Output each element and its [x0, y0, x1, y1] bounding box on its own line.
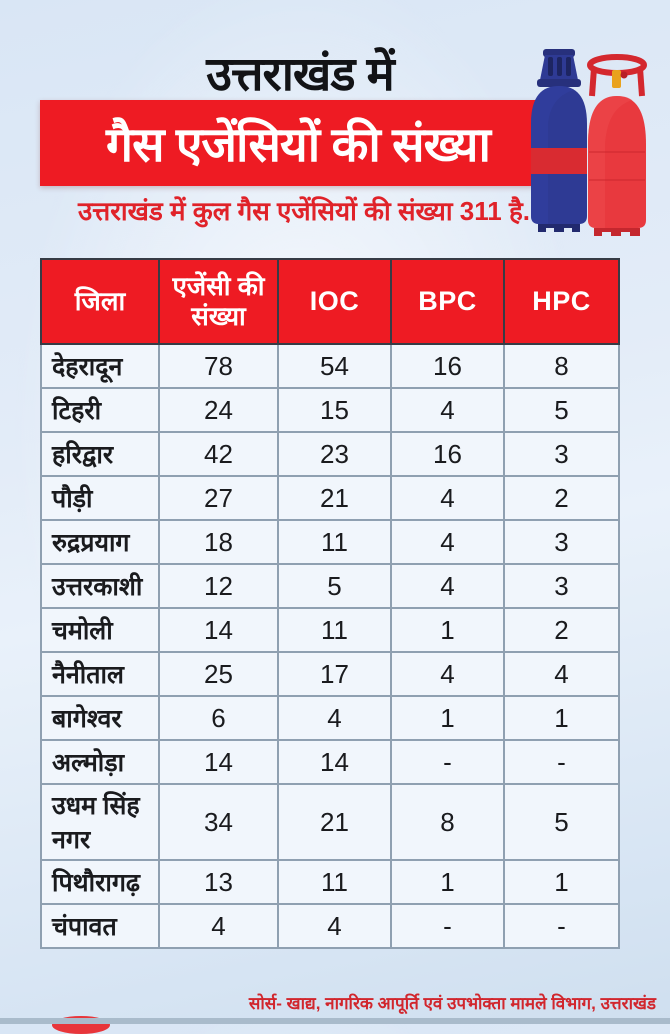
- value-cell: 4: [278, 696, 391, 740]
- table-row: [41, 432, 619, 476]
- value-cell: -: [391, 904, 504, 948]
- value-cell: 5: [504, 784, 619, 860]
- value-cell: 34: [159, 784, 278, 860]
- district-cell: पौड़ी: [41, 476, 159, 520]
- value-cell: 54: [278, 344, 391, 388]
- col-header-bpc: BPC: [391, 259, 504, 344]
- col-header-district: जिला: [41, 259, 159, 344]
- value-cell: 3: [504, 432, 619, 476]
- value-cell: 1: [504, 696, 619, 740]
- col-header-ioc: IOC: [278, 259, 391, 344]
- agency-table-body: [41, 344, 619, 948]
- value-cell: 5: [504, 388, 619, 432]
- district-cell: नैनीताल: [41, 652, 159, 696]
- value-cell: 12: [159, 564, 278, 608]
- table-row: [41, 696, 619, 740]
- district-cell: बागेश्वर: [41, 696, 159, 740]
- table-row: [41, 388, 619, 432]
- value-cell: 1: [504, 860, 619, 904]
- table-row: [41, 652, 619, 696]
- district-cell: पिथौरागढ़: [41, 860, 159, 904]
- district-cell: रुद्रप्रयाग: [41, 520, 159, 564]
- value-cell: 4: [391, 476, 504, 520]
- value-cell: 4: [159, 904, 278, 948]
- value-cell: 13: [159, 860, 278, 904]
- value-cell: 21: [278, 784, 391, 860]
- value-cell: 2: [504, 608, 619, 652]
- district-cell: अल्मोड़ा: [41, 740, 159, 784]
- value-cell: -: [391, 740, 504, 784]
- district-cell: उधम सिंह नगर: [41, 784, 159, 860]
- value-cell: 8: [391, 784, 504, 860]
- value-cell: 4: [391, 388, 504, 432]
- value-cell: 4: [391, 652, 504, 696]
- value-cell: 4: [504, 652, 619, 696]
- banner-heading-text: गैस एजेंसियों की संख्या: [106, 118, 490, 172]
- district-cell: चंपावत: [41, 904, 159, 948]
- value-cell: 11: [278, 520, 391, 564]
- value-cell: 11: [278, 860, 391, 904]
- value-cell: 1: [391, 860, 504, 904]
- value-cell: 24: [159, 388, 278, 432]
- agency-table: [40, 258, 618, 949]
- value-cell: 18: [159, 520, 278, 564]
- district-cell: टिहरी: [41, 388, 159, 432]
- district-cell: चमोली: [41, 608, 159, 652]
- value-cell: 17: [278, 652, 391, 696]
- table-row: [41, 740, 619, 784]
- bottom-edge-strip: [0, 1018, 670, 1024]
- value-cell: -: [504, 904, 619, 948]
- table-row: [41, 784, 619, 860]
- value-cell: 4: [391, 520, 504, 564]
- value-cell: -: [504, 740, 619, 784]
- value-cell: 1: [391, 608, 504, 652]
- value-cell: 4: [278, 904, 391, 948]
- value-cell: 15: [278, 388, 391, 432]
- district-cell: देहरादून: [41, 344, 159, 388]
- value-cell: 27: [159, 476, 278, 520]
- agency-table-header: [41, 259, 619, 344]
- page-title: उत्तराखंड में: [206, 47, 394, 100]
- banner-heading: [40, 100, 556, 186]
- value-cell: 25: [159, 652, 278, 696]
- value-cell: 3: [504, 564, 619, 608]
- table-row: [41, 520, 619, 564]
- value-cell: 16: [391, 432, 504, 476]
- value-cell: 3: [504, 520, 619, 564]
- value-cell: 23: [278, 432, 391, 476]
- value-cell: 14: [159, 608, 278, 652]
- value-cell: 5: [278, 564, 391, 608]
- value-cell: 2: [504, 476, 619, 520]
- table-row: [41, 476, 619, 520]
- table-row: [41, 860, 619, 904]
- value-cell: 21: [278, 476, 391, 520]
- col-header-agency-count: एजेंसी की संख्या: [159, 259, 278, 344]
- district-cell: उत्तरकाशी: [41, 564, 159, 608]
- value-cell: 16: [391, 344, 504, 388]
- agency-data-table: [40, 258, 620, 949]
- value-cell: 14: [159, 740, 278, 784]
- value-cell: 11: [278, 608, 391, 652]
- value-cell: 42: [159, 432, 278, 476]
- value-cell: 8: [504, 344, 619, 388]
- source-attribution: सोर्स- खाद्य, नागरिक आपूर्ति एवं उपभोक्ता मामले विभाग, उत्तराखंड: [248, 994, 656, 1013]
- value-cell: 6: [159, 696, 278, 740]
- table-row: [41, 564, 619, 608]
- district-cell: हरिद्वार: [41, 432, 159, 476]
- value-cell: 4: [391, 564, 504, 608]
- table-row: [41, 904, 619, 948]
- value-cell: 78: [159, 344, 278, 388]
- table-row: [41, 608, 619, 652]
- table-row: [41, 344, 619, 388]
- subtitle-total-line: उत्तराखंड में कुल गैस एजेंसियों की संख्या 311 है.: [78, 196, 530, 226]
- value-cell: 1: [391, 696, 504, 740]
- col-header-hpc: HPC: [504, 259, 619, 344]
- header-row: [41, 259, 619, 344]
- value-cell: 14: [278, 740, 391, 784]
